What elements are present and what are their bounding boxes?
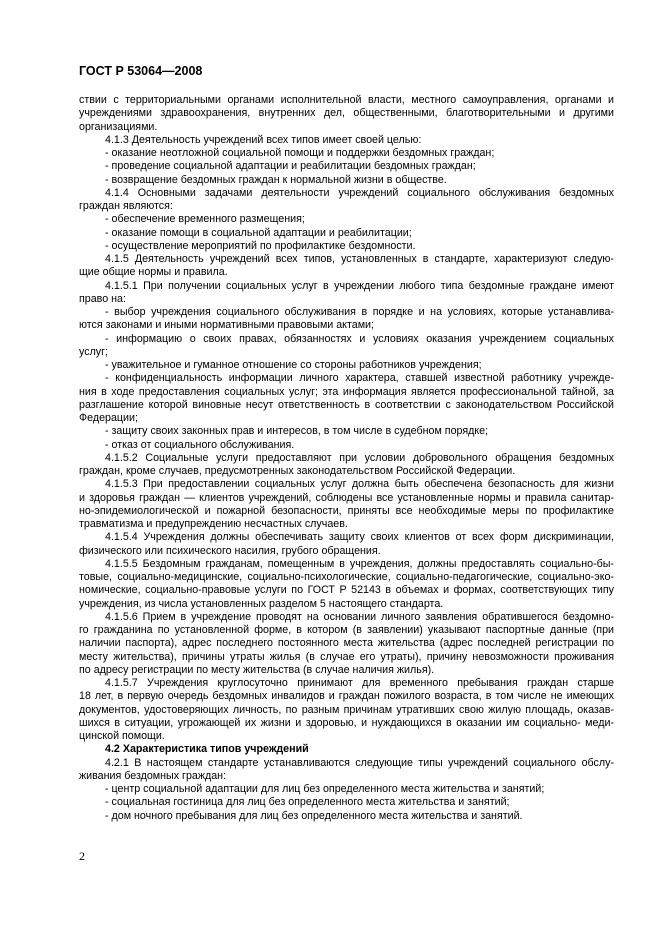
- text-line: цинской помощи.: [79, 730, 165, 742]
- text-line: разглашение которой виновные несут ответственность в соответствии с законодательством Российской: [79, 398, 614, 411]
- text-line: - отказ от социального обслуживания.: [105, 438, 295, 451]
- text-line: 4.1.5.3 При предоставлении социальных услуг должна быть обеспечена безопасность для жизни: [105, 478, 614, 491]
- text-line: месту жительства), причины утраты жилья (в случае его утраты), причину невозможности проживания: [79, 650, 614, 663]
- text-line: ствии с территориальными органами исполнительной власти, местного самоуправления, органами и: [79, 94, 614, 106]
- text-line: го гражданина по установленной форме, в котором (в заявлении) указывают паспортные данные (при: [79, 624, 614, 636]
- text-line: травматизма и предупреждению несчастных случаев.: [79, 518, 348, 530]
- text-line: Федерации;: [79, 412, 138, 424]
- text-line: шихся в ситуации, угрожающей их жизни и здоровью, и нуждающихся в оказании им социально- меди-: [79, 716, 614, 729]
- text-line: 4.1.5.7 Учреждения круглосуточно принимают для временного пребывания граждан старше: [105, 677, 614, 689]
- text-line: - дом ночного пребывания для лиц без определенного места жительства и занятий.: [105, 809, 523, 822]
- text-line: номические, социально-правовые услуги по ГОСТ Р 52143 в объемах и формах, соответствующих типу: [79, 584, 614, 597]
- text-line: и здоровья граждан — клиентов учреждений, соблюдены все установленные нормы и правила санитар-: [79, 491, 614, 504]
- text-line: - проведение социальной адаптации и реабилитации бездомных граждан;: [105, 160, 476, 173]
- text-line: 4.1.5.1 При получении социальных услуг в учреждении любого типа бездомные граждане имеют: [105, 279, 614, 292]
- text-line: щие общие нормы и правила.: [79, 266, 228, 279]
- text-line: физического или психического насилия, грубого обращения.: [79, 544, 381, 557]
- text-line: - оказание помощи в социальной адаптации и реабилитации;: [105, 226, 412, 239]
- text-line: по адресу регистрации по месту жительства (в случае наличия жилья).: [79, 663, 435, 676]
- text-line: учреждениями здравоохранения, внутренних дел, общественными, благотворительными и другими: [79, 107, 614, 120]
- text-line: но-эпидемиологической и пожарной безопасности, приняты все необходимые меры по профилактике: [79, 504, 614, 517]
- text-line: - осуществление мероприятий по профилактике бездомности.: [105, 239, 416, 252]
- document-body: [79, 94, 614, 823]
- text-line: - выбор учреждения социального обслуживания в порядке и на условиях, которые устанавлива-: [105, 306, 614, 318]
- text-line: документов, удостоверяющих личность, по разным причинам утративших свою жилую площадь, оказав-: [79, 703, 614, 716]
- text-line: товые, социально-медицинские, социально-психологические, социально-педагогические, социально-эко-: [79, 571, 614, 583]
- text-line: ния в ходе предоставления социальных услуг; эта информация является профессиональной тайной, за: [79, 385, 614, 398]
- text-line: живания бездомных граждан:: [79, 769, 227, 782]
- text-line: 4.2 Характеристика типов учреждений: [105, 743, 309, 756]
- text-line: - социальная гостиница для лиц без определенного места жительства и занятий;: [105, 796, 510, 809]
- text-line: услуг;: [79, 345, 109, 358]
- text-line: учреждения, из числа установленных разделом 5 настоящего стандарта.: [79, 597, 444, 610]
- text-line: 4.2.1 В настоящем стандарте устанавливаются следующие типы учреждений социального обслу-: [105, 756, 614, 769]
- standard-header: ГОСТ Р 53064—2008: [79, 64, 203, 78]
- text-line: 4.1.5.5 Бездомным гражданам, помещенным в учреждения, должны предоставлять социально-бы-: [105, 557, 614, 570]
- text-line: организациями.: [79, 120, 158, 133]
- text-line: - уважительное и гуманное отношение со стороны работников учреждения;: [105, 359, 482, 371]
- text-line: - информацию о своих правах, обязанностях и условиях оказания учреждением социальных: [105, 332, 614, 345]
- page-number: 2: [79, 849, 85, 863]
- text-line: граждан, кроме случаев, предусмотренных законодательством Российской Федерации.: [79, 465, 516, 477]
- text-line: - конфиденциальность информации личного характера, ставшей известной работнику учрежде-: [105, 372, 614, 385]
- text-line: 4.1.5.6 Прием в учреждение проводят на основании личного заявления обратившегося бездомно-: [105, 610, 614, 623]
- text-line: право на:: [79, 292, 126, 305]
- text-line: - центр социальной адаптации для лиц без определенного места жительства и занятий;: [105, 783, 545, 795]
- text-line: - оказание неотложной социальной помощи и поддержки бездомных граждан;: [105, 147, 495, 159]
- text-line: 4.1.5.2 Социальные услуги предоставляют при условии добровольного обращения бездомных: [105, 451, 614, 464]
- text-line: ются законами и иными нормативными правовыми актами;: [79, 319, 374, 332]
- text-line: наличии паспорта), адрес последнего постоянного места жительства (адрес последней регистрации по: [79, 637, 614, 650]
- text-line: граждан являются:: [79, 200, 173, 212]
- text-line: - защиту своих законных прав и интересов, в том числе в судебном порядке;: [105, 425, 489, 438]
- text-line: 4.1.5 Деятельность учреждений всех типов, установленных в стандарте, характеризуют следую-: [105, 253, 614, 265]
- text-line: 18 лет, в первую очередь бездомных инвалидов и граждан пожилого возраста, в том числе не имеющих: [79, 690, 614, 703]
- text-line: - обеспечение временного размещения;: [105, 213, 305, 226]
- text-line: 4.1.3 Деятельность учреждений всех типов имеет своей целью:: [105, 133, 422, 146]
- text-line: - возвращение бездомных граждан к нормальной жизни в обществе.: [105, 173, 447, 186]
- text-line: 4.1.4 Основными задачами деятельности учреждений социального обслуживания бездомных: [105, 186, 614, 199]
- text-line: 4.1.5.4 Учреждения должны обеспечивать защиту своих клиентов от всех форм дискриминации,: [105, 531, 614, 544]
